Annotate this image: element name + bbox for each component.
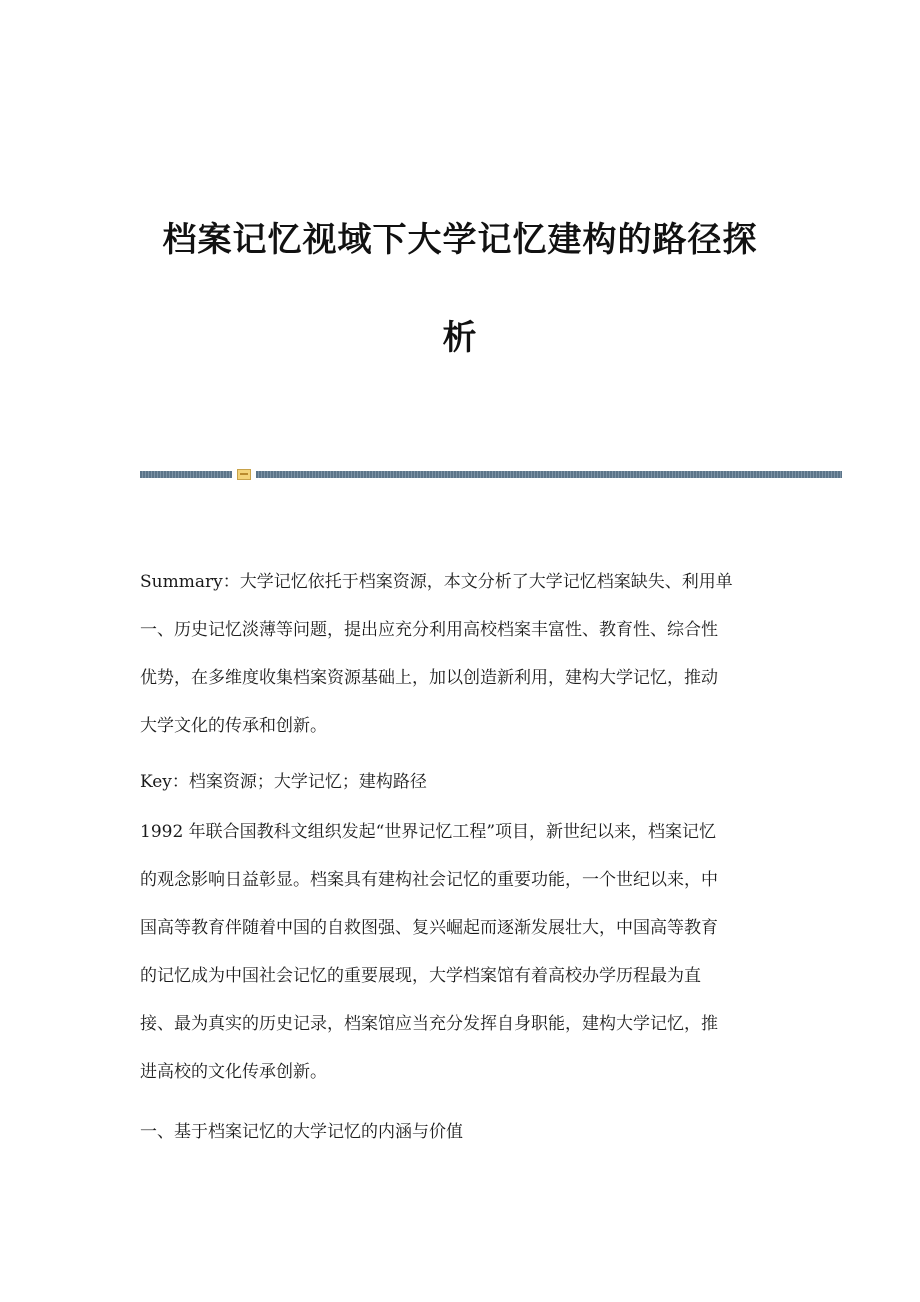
divider-ornament-icon [237,469,251,480]
intro-line: 进高校的文化传承创新。 [140,1062,327,1082]
intro-line: 国高等教育伴随着中国的自救图强、复兴崛起而逐渐发展壮大，中国高等教育 [140,918,718,938]
intro-line: 的记忆成为中国社会记忆的重要展现，大学档案馆有着高校办学历程最为直 [140,966,701,986]
summary-line: 大学文化的传承和创新。 [140,716,327,736]
keywords-line: Key：档案资源；大学记忆；建构路径 [140,772,427,792]
document-title-line-1: 档案记忆视域下大学记忆建构的路径探 [162,220,758,260]
summary-line: Summary：大学记忆依托于档案资源，本文分析了大学记忆档案缺失、利用单 [140,572,733,592]
intro-line: 接、最为真实的历史记录，档案馆应当充分发挥自身职能，建构大学记忆，推 [140,1014,718,1034]
summary-line: 一、历史记忆淡薄等问题，提出应充分利用高校档案丰富性、教育性、综合性 [140,620,718,640]
summary-line: 优势，在多维度收集档案资源基础上，加以创造新利用，建构大学记忆，推动 [140,668,718,688]
section-heading: 一、基于档案记忆的大学记忆的内涵与价值 [140,1122,463,1142]
divider-bar-left [140,471,232,478]
intro-paragraph [140,808,780,1096]
intro-line: 的观念影响日益彰显。档案具有建构社会记忆的重要功能，一个世纪以来，中 [140,870,718,890]
intro-line: 1992 年联合国教科文组织发起“世界记忆工程”项目，新世纪以来，档案记忆 [140,822,717,842]
divider-bar-right [256,471,842,478]
decorative-divider [140,470,842,479]
summary-paragraph [140,558,780,750]
document-title-line-2: 析 [442,318,478,358]
